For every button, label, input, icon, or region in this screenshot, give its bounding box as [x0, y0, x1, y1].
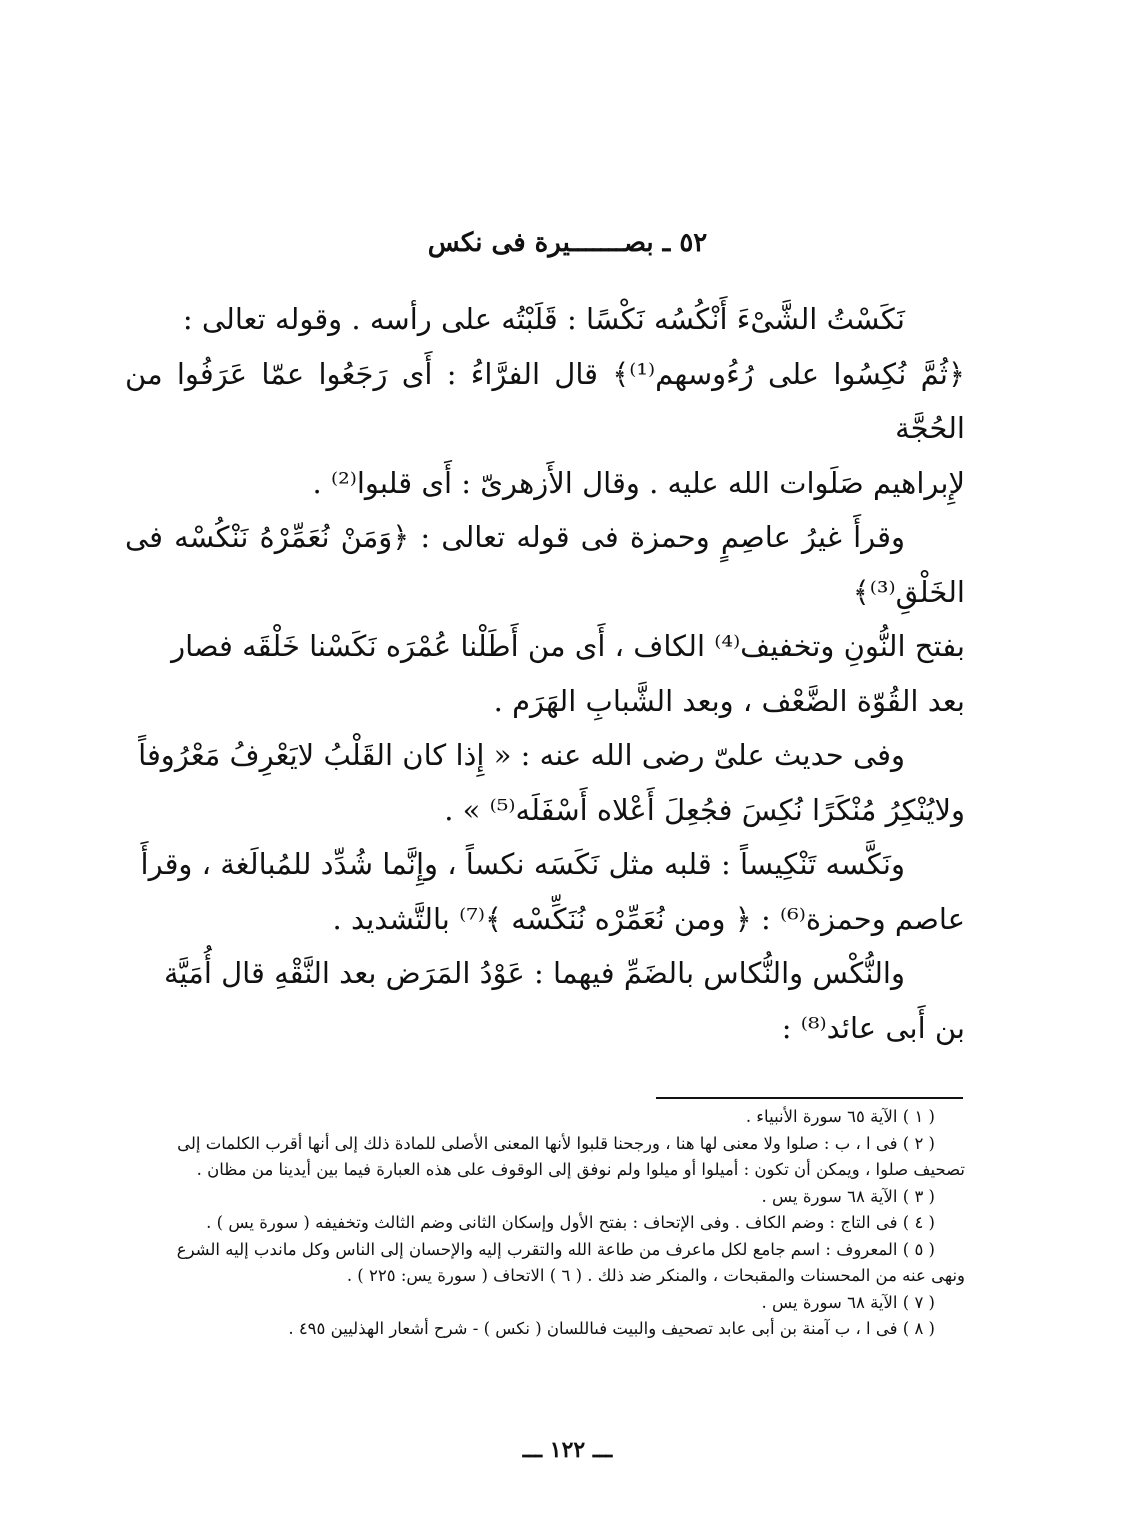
text-line: بفتح النُّونِ وتخفيف⁽⁴⁾ الكاف ، أَى من أَطَلْنا عُمْرَه نَكَسْنا خَلْقَه فصار [171, 629, 965, 663]
text-line: بن أَبى عائد⁽⁸⁾ : [781, 1010, 965, 1045]
footnotes [125, 1104, 965, 1343]
text-line: عاصم وحمزة⁽⁶⁾ : ﴿ ومن نُعَمِّرْه نُنَكِّسْه ﴾⁽⁷⁾ بالتَّشديد . [332, 901, 965, 936]
footnote-continuation: تصحيف صلوا ، ويمكن أن تكون : أميلوا أو ميلوا ولم نوفق إلى الوقوف على هذه العبارة فيما بين أيدينا من مظان . [196, 1160, 965, 1179]
footnote-continuation: ونهى عنه من المحسنات والمقبحات ، والمنكر ضد ذلك . ( ٦ ) الاتحاف ( سورة يس: ٢٢٥ ) . [346, 1266, 965, 1285]
text-line: بعد القُوّة الضَّعْف ، وبعد الشَّبابِ الهَرَم . [493, 683, 965, 718]
page-number: ـــ ١٢٢ ـــ [522, 1437, 613, 1463]
footnote: ( ٥ ) المعروف : اسم جامع لكل ماعرف من طاعة الله والتقرب إليه والإحسان إلى الناس وكل ماندب إليه الشرع [176, 1239, 935, 1259]
text-line: نَكَسْتُ الشَّىْءَ أَنْكُسُه نَكْسًا : قَلَبْتُه على رأسه . وقوله تعالى : [182, 302, 905, 336]
footnote: ( ٣ ) الآية ٦٨ سورة يس . [761, 1186, 935, 1206]
text-line: ﴿ثُمَّ نُكِسُوا على رُءُوسهم⁽¹⁾﴾ قال الفرَّاءُ : أَى رَجَعُوا عمّا عَرَفُوا من الحُجَّة [125, 356, 965, 445]
footnote: ( ٨ ) فى ا ، ب آمنة بن أبى عابد تصحيف والبيت فىاللسان ( نكس ) - شرح أشعار الهذليين ٤٩٥ . [288, 1319, 935, 1338]
footnote: ( ٤ ) فى التاج : وضم الكاف . وفى الإتحاف : بفتح الأول وإسكان الثانى وضم الثالث وتخفيفه ( سورة يس ) . [206, 1213, 935, 1232]
text-line: ولايُنْكِرُ مُنْكَرًا نُكِسَ فجُعِلَ أَعْلاه أَسْفَلَه⁽⁵⁾ » . [444, 792, 965, 827]
text-line: لإِبراهيم صَلَوات الله عليه . وقال الأَزهرىّ : أَى قلبوا⁽²⁾ . [312, 465, 965, 500]
text-line: وفى حديث علىّ رضى الله عنه : « إِذا كان القَلْبُ لايَعْرِفُ مَعْرُوفاً [138, 738, 905, 772]
footnote: ( ٧ ) الآية ٦٨ سورة يس . [761, 1292, 935, 1312]
footnote: ( ١ ) الآية ٦٥ سورة الأنبياء . [745, 1107, 935, 1126]
text-line: والنُّكْس والنُّكاس بالضَمِّ فيهما : عَوْدُ المَرَض بعد النَّقْهِ قال أُمَيَّة [164, 956, 905, 990]
footnote: ( ٢ ) فى ا ، ب : صلوا ولا معنى لها هنا ، ورجحنا قلبوا لأنها المعنى الأصلى للمادة ذلك إلى أنها أقرب الكلمات إلى [177, 1133, 935, 1153]
text-line: وقرأَ غيرُ عاصِمٍ وحمزة فى قوله تعالى : ﴿وَمَنْ نُعَمِّرْهُ نَنْكُسْه فى الخَلْقِ⁽³⁾﴾ [125, 520, 965, 609]
text-line: ونَكَّسه تَنْكِيساً : قلبه مثل نَكَسَه نكساً ، وإِنَّما شُدِّد للمُبالَغة ، وقرأَ [140, 847, 905, 881]
section-heading: ٥٢ ـ بصـــــــيرة فى نكس [427, 228, 708, 258]
main-text [125, 292, 965, 1055]
footnote-divider [656, 1097, 963, 1099]
